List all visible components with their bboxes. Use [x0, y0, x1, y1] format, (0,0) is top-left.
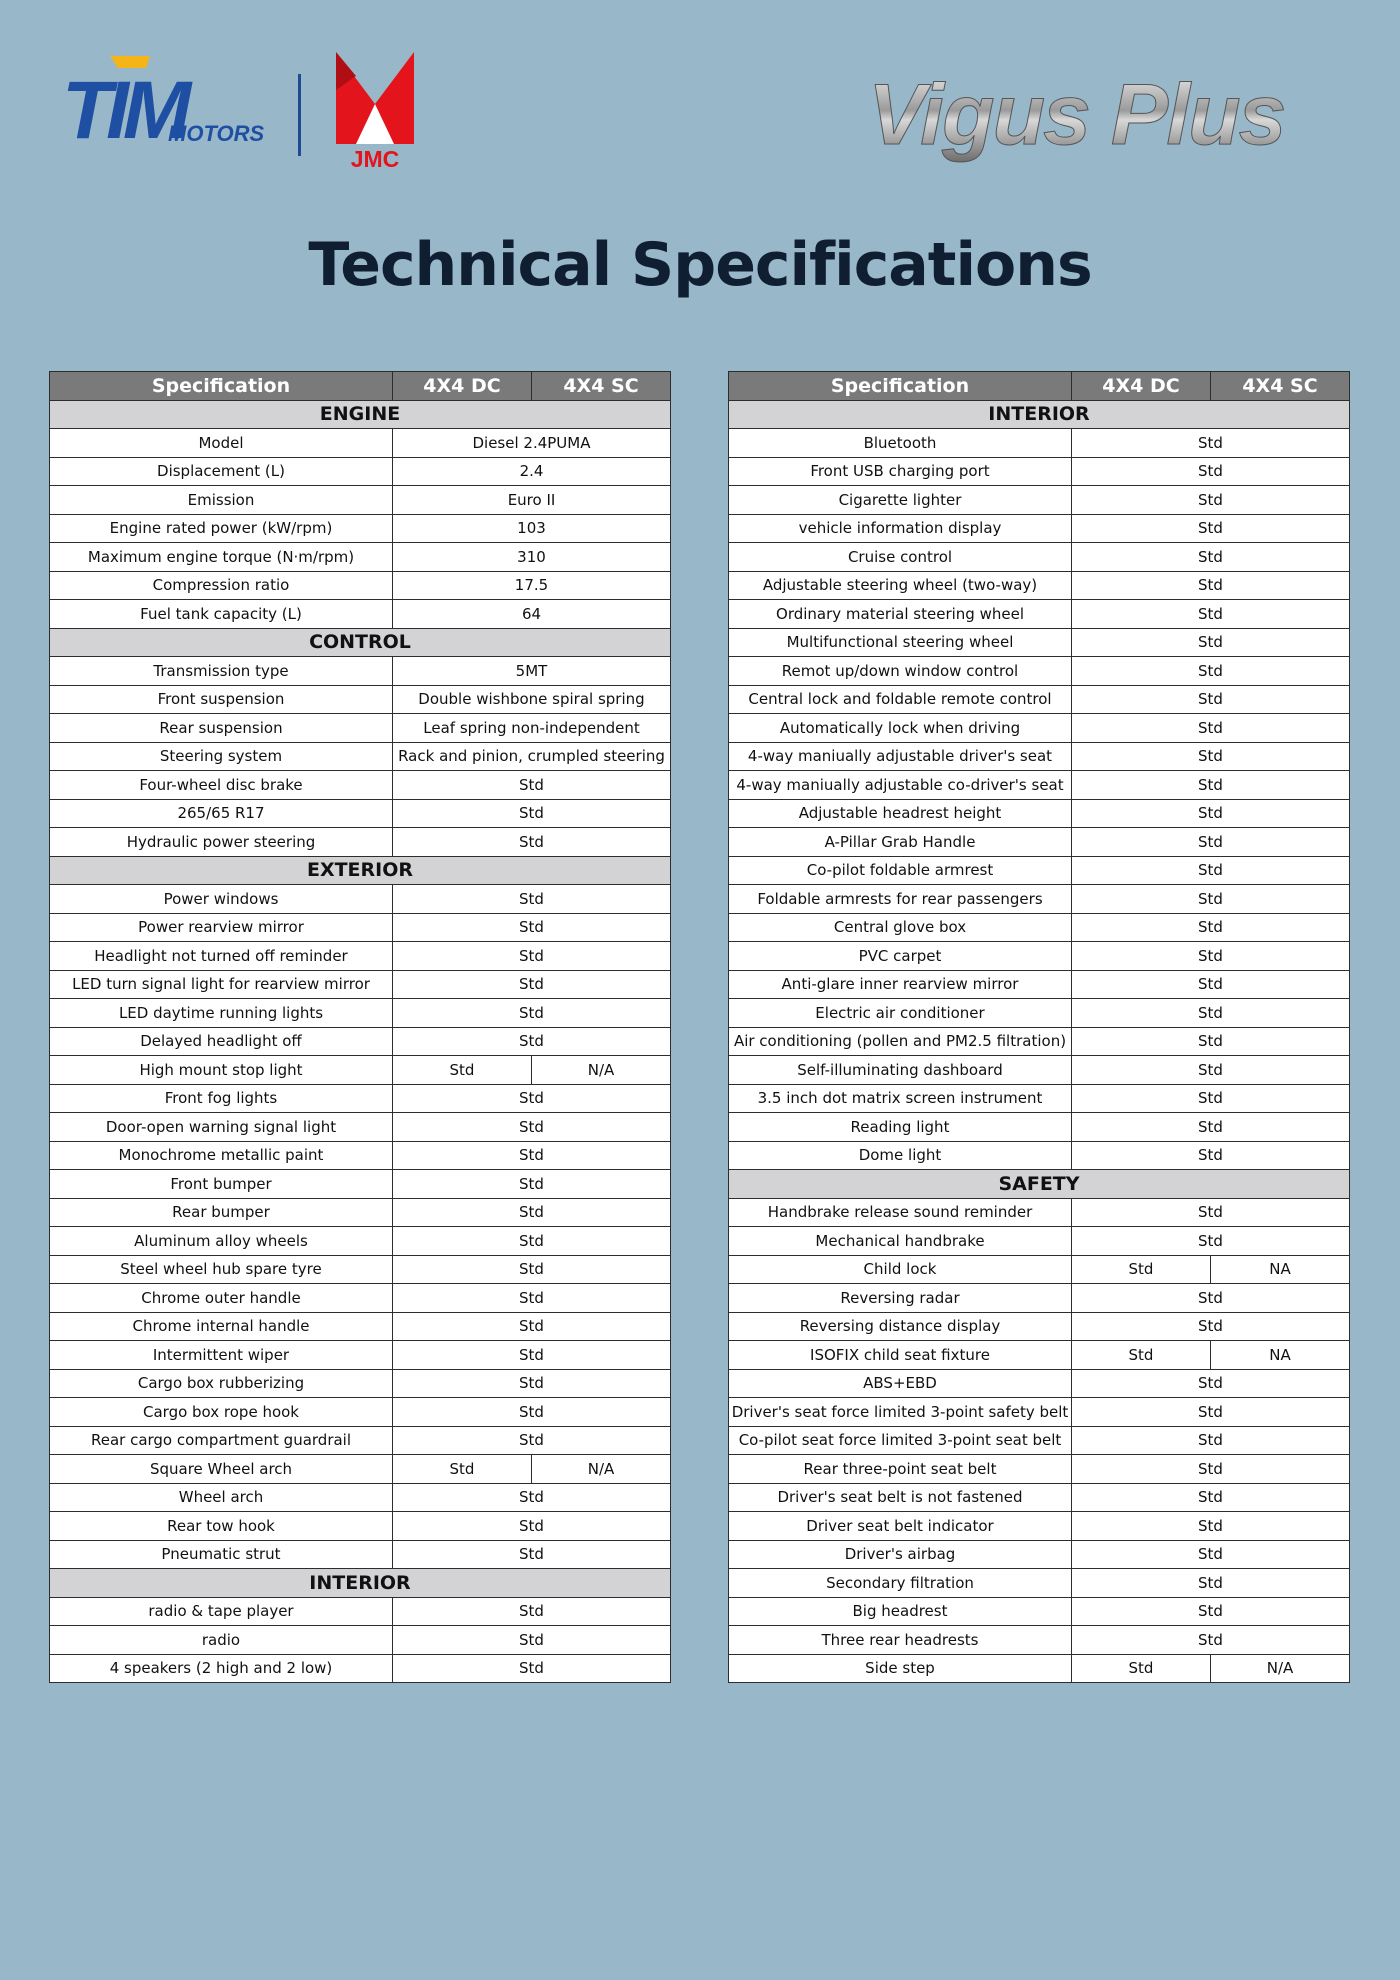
spec-name-cell: Child lock: [729, 1255, 1072, 1284]
spec-table-right-body: [729, 400, 1350, 1683]
spec-name-cell: Chrome internal handle: [50, 1312, 393, 1341]
spec-value-cell: Std: [393, 1170, 671, 1199]
section-header-row: [50, 856, 671, 885]
spec-name-cell: Steel wheel hub spare tyre: [50, 1255, 393, 1284]
table-row: [729, 457, 1350, 486]
table-row: [50, 942, 671, 971]
spec-value-cell: Std: [1072, 828, 1350, 857]
table-row: [50, 1455, 671, 1484]
spec-value-cell: Std: [1072, 657, 1350, 686]
spec-name-cell: 4-way maniually adjustable co-driver's seat: [729, 771, 1072, 800]
spec-value-cell: Std: [393, 970, 671, 999]
section-header-row: [50, 1569, 671, 1598]
spec-name-cell: Cigarette lighter: [729, 486, 1072, 515]
spec-value-cell: Std: [1072, 685, 1350, 714]
table-row: [729, 999, 1350, 1028]
spec-value-cell: Std: [1072, 514, 1350, 543]
table-row: [50, 1512, 671, 1541]
spec-value-cell: Std: [1072, 714, 1350, 743]
spec-sc-cell: NA: [1211, 1255, 1350, 1284]
spec-value-cell: Std: [1072, 1141, 1350, 1170]
spec-value-cell: Std: [393, 1027, 671, 1056]
spec-name-cell: Engine rated power (kW/rpm): [50, 514, 393, 543]
table-row: [729, 1483, 1350, 1512]
spec-name-cell: Intermittent wiper: [50, 1341, 393, 1370]
table-row: [729, 856, 1350, 885]
spec-name-cell: radio & tape player: [50, 1597, 393, 1626]
spec-name-cell: PVC carpet: [729, 942, 1072, 971]
table-row: [729, 1312, 1350, 1341]
spec-value-cell: Std: [1072, 942, 1350, 971]
spec-value-cell: Leaf spring non-independent: [393, 714, 671, 743]
spec-name-cell: Side step: [729, 1654, 1072, 1683]
table-row: [729, 543, 1350, 572]
table-row: [729, 1569, 1350, 1598]
spec-name-cell: Cargo box rope hook: [50, 1398, 393, 1427]
spec-value-cell: Std: [393, 828, 671, 857]
spec-value-cell: Std: [1072, 856, 1350, 885]
table-row: [729, 1141, 1350, 1170]
section-header-row: [50, 628, 671, 657]
spec-name-cell: Ordinary material steering wheel: [729, 600, 1072, 629]
section-title: EXTERIOR: [50, 856, 671, 885]
spec-value-cell: Std: [1072, 628, 1350, 657]
spec-value-cell: Std: [1072, 799, 1350, 828]
spec-name-cell: Big headrest: [729, 1597, 1072, 1626]
spec-name-cell: Steering system: [50, 742, 393, 771]
spec-value-cell: Std: [393, 1084, 671, 1113]
spec-value-cell: Std: [1072, 1084, 1350, 1113]
table-row: [729, 685, 1350, 714]
spec-name-cell: Central glove box: [729, 913, 1072, 942]
spec-name-cell: Monochrome metallic paint: [50, 1141, 393, 1170]
table-row: [729, 1027, 1350, 1056]
section-title: ENGINE: [50, 400, 671, 429]
motors-logo-text: MOTORS: [168, 121, 265, 146]
spec-name-cell: Reversing distance display: [729, 1312, 1072, 1341]
header-4x4-sc: 4X4 SC: [1211, 372, 1350, 401]
table-header-row: [50, 372, 671, 401]
spec-value-cell: Std: [393, 1113, 671, 1142]
spec-value-cell: Std: [393, 1284, 671, 1313]
table-row: [729, 942, 1350, 971]
spec-value-cell: Std: [393, 1312, 671, 1341]
section-title: CONTROL: [50, 628, 671, 657]
spec-name-cell: Transmission type: [50, 657, 393, 686]
table-row: [50, 1056, 671, 1085]
table-row: [729, 970, 1350, 999]
table-row: [50, 828, 671, 857]
section-header-row: [729, 400, 1350, 429]
spec-value-cell: Std: [393, 1540, 671, 1569]
table-row: [50, 1170, 671, 1199]
spec-name-cell: Driver's seat belt is not fastened: [729, 1483, 1072, 1512]
table-row: [50, 429, 671, 458]
table-row: [729, 1084, 1350, 1113]
spec-sc-cell: NA: [1211, 1341, 1350, 1370]
spec-name-cell: Central lock and foldable remote control: [729, 685, 1072, 714]
spec-dc-cell: Std: [393, 1455, 532, 1484]
table-row: [729, 913, 1350, 942]
spec-value-cell: Std: [1072, 429, 1350, 458]
spec-name-cell: Model: [50, 429, 393, 458]
spec-name-cell: Cruise control: [729, 543, 1072, 572]
spec-name-cell: Reversing radar: [729, 1284, 1072, 1313]
spec-value-cell: Std: [393, 1198, 671, 1227]
spec-name-cell: Three rear headrests: [729, 1626, 1072, 1655]
spec-value-cell: Std: [1072, 1626, 1350, 1655]
spec-name-cell: Remot up/down window control: [729, 657, 1072, 686]
table-row: [50, 486, 671, 515]
spec-value-cell: Std: [1072, 1056, 1350, 1085]
spec-value-cell: Std: [1072, 1369, 1350, 1398]
spec-value-cell: Std: [393, 1227, 671, 1256]
spec-name-cell: Emission: [50, 486, 393, 515]
table-row: [729, 799, 1350, 828]
table-row: [729, 657, 1350, 686]
table-row: [50, 1369, 671, 1398]
table-row: [729, 1426, 1350, 1455]
spec-table-left: [49, 371, 671, 1683]
spec-value-cell: Std: [1072, 1312, 1350, 1341]
spec-name-cell: LED turn signal light for rearview mirror: [50, 970, 393, 999]
spec-value-cell: Std: [1072, 1113, 1350, 1142]
spec-sc-cell: N/A: [532, 1056, 671, 1085]
table-row: [50, 714, 671, 743]
spec-value-cell: Std: [1072, 571, 1350, 600]
spec-value-cell: Std: [393, 1141, 671, 1170]
table-row: [50, 543, 671, 572]
table-row: [729, 628, 1350, 657]
table-row: [50, 1255, 671, 1284]
spec-value-cell: Diesel 2.4PUMA: [393, 429, 671, 458]
spec-value-cell: Std: [1072, 1027, 1350, 1056]
table-row: [50, 970, 671, 999]
spec-name-cell: Secondary filtration: [729, 1569, 1072, 1598]
table-row: [50, 913, 671, 942]
table-row: [729, 1540, 1350, 1569]
spec-name-cell: Aluminum alloy wheels: [50, 1227, 393, 1256]
spec-value-cell: Std: [393, 1426, 671, 1455]
table-row: [729, 1597, 1350, 1626]
table-row: [729, 600, 1350, 629]
table-row: [50, 657, 671, 686]
table-row: [50, 1341, 671, 1370]
spec-name-cell: LED daytime running lights: [50, 999, 393, 1028]
spec-value-cell: Std: [393, 1512, 671, 1541]
spec-name-cell: Square Wheel arch: [50, 1455, 393, 1484]
table-row: [729, 1284, 1350, 1313]
spec-value-cell: Std: [393, 799, 671, 828]
page-title: Technical Specifications: [308, 230, 1092, 300]
spec-name-cell: Rear tow hook: [50, 1512, 393, 1541]
table-row: [50, 742, 671, 771]
table-row: [50, 685, 671, 714]
spec-name-cell: 4 speakers (2 high and 2 low): [50, 1654, 393, 1683]
spec-value-cell: Std: [393, 1654, 671, 1683]
table-row: [729, 742, 1350, 771]
table-row: [50, 600, 671, 629]
table-row: [729, 1654, 1350, 1683]
table-row: [50, 457, 671, 486]
section-title: INTERIOR: [729, 400, 1350, 429]
table-row: [50, 514, 671, 543]
spec-value-cell: 64: [393, 600, 671, 629]
logo-divider: [298, 74, 301, 156]
spec-value-cell: Std: [393, 1255, 671, 1284]
spec-name-cell: Co-pilot seat force limited 3-point seat belt: [729, 1426, 1072, 1455]
spec-value-cell: Std: [1072, 1597, 1350, 1626]
spec-name-cell: Mechanical handbrake: [729, 1227, 1072, 1256]
table-row: [729, 514, 1350, 543]
spec-name-cell: Multifunctional steering wheel: [729, 628, 1072, 657]
spec-value-cell: Std: [1072, 457, 1350, 486]
spec-value-cell: Std: [1072, 771, 1350, 800]
spec-value-cell: Std: [393, 1626, 671, 1655]
header-4x4-sc: 4X4 SC: [532, 372, 671, 401]
table-row: [50, 771, 671, 800]
spec-value-cell: Std: [1072, 1227, 1350, 1256]
table-row: [729, 1255, 1350, 1284]
spec-value-cell: Std: [1072, 1540, 1350, 1569]
spec-value-cell: Std: [393, 942, 671, 971]
spec-value-cell: Std: [393, 771, 671, 800]
spec-name-cell: High mount stop light: [50, 1056, 393, 1085]
spec-value-cell: Std: [1072, 885, 1350, 914]
jmc-logo-text: JMC: [350, 146, 400, 172]
spec-value-cell: 2.4: [393, 457, 671, 486]
spec-value-cell: 310: [393, 543, 671, 572]
spec-name-cell: Rear suspension: [50, 714, 393, 743]
spec-name-cell: Dome light: [729, 1141, 1072, 1170]
spec-value-cell: Std: [393, 885, 671, 914]
spec-table-left-body: [50, 400, 671, 1683]
spec-name-cell: Maximum engine torque (N·m/rpm): [50, 543, 393, 572]
table-row: [50, 799, 671, 828]
model-name: Vigus Plus: [868, 67, 1285, 163]
table-row: [50, 1113, 671, 1142]
spec-value-cell: Std: [393, 913, 671, 942]
spec-name-cell: Wheel arch: [50, 1483, 393, 1512]
spec-name-cell: Bluetooth: [729, 429, 1072, 458]
section-header-row: [729, 1170, 1350, 1199]
spec-value-cell: 17.5: [393, 571, 671, 600]
table-row: [729, 771, 1350, 800]
spec-name-cell: Rear three-point seat belt: [729, 1455, 1072, 1484]
spec-value-cell: Std: [1072, 1512, 1350, 1541]
spec-value-cell: 5MT: [393, 657, 671, 686]
spec-name-cell: Rear cargo compartment guardrail: [50, 1426, 393, 1455]
table-row: [729, 1398, 1350, 1427]
section-title: INTERIOR: [50, 1569, 671, 1598]
spec-name-cell: Adjustable steering wheel (two-way): [729, 571, 1072, 600]
table-row: [50, 999, 671, 1028]
spec-name-cell: Driver's seat force limited 3-point safety belt: [729, 1398, 1072, 1427]
spec-name-cell: Hydraulic power steering: [50, 828, 393, 857]
table-header-row: [729, 372, 1350, 401]
spec-name-cell: Co-pilot foldable armrest: [729, 856, 1072, 885]
spec-value-cell: Euro II: [393, 486, 671, 515]
header-specification: Specification: [50, 372, 393, 401]
spec-value-cell: Std: [393, 1398, 671, 1427]
spec-name-cell: Front fog lights: [50, 1084, 393, 1113]
spec-name-cell: Anti-glare inner rearview mirror: [729, 970, 1072, 999]
spec-sc-cell: N/A: [532, 1455, 671, 1484]
section-header-row: [50, 400, 671, 429]
spec-name-cell: A-Pillar Grab Handle: [729, 828, 1072, 857]
table-row: [50, 1284, 671, 1313]
spec-name-cell: Driver's airbag: [729, 1540, 1072, 1569]
spec-name-cell: Reading light: [729, 1113, 1072, 1142]
tim-logo-letters: TIM: [62, 65, 186, 156]
tim-motors-logo: [50, 48, 290, 173]
table-row: [729, 429, 1350, 458]
spec-value-cell: Std: [1072, 1483, 1350, 1512]
table-row: [729, 1455, 1350, 1484]
table-row: [729, 828, 1350, 857]
spec-value-cell: Std: [1072, 1198, 1350, 1227]
spec-name-cell: Front bumper: [50, 1170, 393, 1199]
spec-name-cell: ABS+EBD: [729, 1369, 1072, 1398]
spec-value-cell: Std: [1072, 1426, 1350, 1455]
spec-name-cell: Foldable armrests for rear passengers: [729, 885, 1072, 914]
table-row: [50, 1227, 671, 1256]
spec-value-cell: Std: [1072, 742, 1350, 771]
spec-value-cell: Std: [1072, 913, 1350, 942]
spec-value-cell: Rack and pinion, crumpled steering: [393, 742, 671, 771]
spec-dc-cell: Std: [1072, 1654, 1211, 1683]
spec-dc-cell: Std: [1072, 1255, 1211, 1284]
spec-name-cell: Driver seat belt indicator: [729, 1512, 1072, 1541]
spec-name-cell: Power windows: [50, 885, 393, 914]
header-specification: Specification: [729, 372, 1072, 401]
table-row: [50, 1027, 671, 1056]
table-row: [50, 885, 671, 914]
table-row: [50, 1198, 671, 1227]
spec-name-cell: Compression ratio: [50, 571, 393, 600]
spec-name-cell: 4-way maniually adjustable driver's seat: [729, 742, 1072, 771]
spec-name-cell: Automatically lock when driving: [729, 714, 1072, 743]
table-row: [729, 1198, 1350, 1227]
spec-name-cell: Four-wheel disc brake: [50, 771, 393, 800]
spec-name-cell: Door-open warning signal light: [50, 1113, 393, 1142]
table-row: [50, 1597, 671, 1626]
table-row: [729, 486, 1350, 515]
spec-value-cell: Std: [393, 1341, 671, 1370]
spec-name-cell: Power rearview mirror: [50, 913, 393, 942]
table-row: [50, 1426, 671, 1455]
table-row: [50, 1483, 671, 1512]
spec-name-cell: vehicle information display: [729, 514, 1072, 543]
spec-value-cell: Std: [393, 1483, 671, 1512]
spec-value-cell: Std: [1072, 1398, 1350, 1427]
spec-name-cell: 265/65 R17: [50, 799, 393, 828]
spec-value-cell: Std: [1072, 970, 1350, 999]
spec-name-cell: Fuel tank capacity (L): [50, 600, 393, 629]
section-title: SAFETY: [729, 1170, 1350, 1199]
spec-name-cell: Air conditioning (pollen and PM2.5 filtration): [729, 1027, 1072, 1056]
table-row: [729, 1227, 1350, 1256]
spec-name-cell: 3.5 inch dot matrix screen instrument: [729, 1084, 1072, 1113]
spec-name-cell: Front USB charging port: [729, 457, 1072, 486]
spec-name-cell: Handbrake release sound reminder: [729, 1198, 1072, 1227]
table-row: [50, 1540, 671, 1569]
spec-name-cell: Adjustable headrest height: [729, 799, 1072, 828]
table-row: [729, 885, 1350, 914]
table-row: [729, 1056, 1350, 1085]
spec-name-cell: Delayed headlight off: [50, 1027, 393, 1056]
table-row: [50, 1084, 671, 1113]
spec-value-cell: Std: [1072, 486, 1350, 515]
spec-name-cell: Cargo box rubberizing: [50, 1369, 393, 1398]
spec-value-cell: Std: [1072, 1569, 1350, 1598]
table-row: [50, 1312, 671, 1341]
table-row: [729, 1113, 1350, 1142]
table-row: [729, 1512, 1350, 1541]
spec-name-cell: Self-illuminating dashboard: [729, 1056, 1072, 1085]
spec-value-cell: Std: [1072, 999, 1350, 1028]
spec-name-cell: ISOFIX child seat fixture: [729, 1341, 1072, 1370]
spec-name-cell: Electric air conditioner: [729, 999, 1072, 1028]
spec-name-cell: Rear bumper: [50, 1198, 393, 1227]
header-4x4-dc: 4X4 DC: [1072, 372, 1211, 401]
spec-dc-cell: Std: [393, 1056, 532, 1085]
spec-value-cell: Std: [1072, 1455, 1350, 1484]
vigus-plus-logo: [860, 62, 1360, 172]
table-row: [50, 571, 671, 600]
header-4x4-dc: 4X4 DC: [393, 372, 532, 401]
table-row: [50, 1141, 671, 1170]
spec-value-cell: Std: [393, 999, 671, 1028]
spec-name-cell: Headlight not turned off reminder: [50, 942, 393, 971]
spec-value-cell: Std: [1072, 600, 1350, 629]
header: [0, 0, 1400, 200]
spec-value-cell: 103: [393, 514, 671, 543]
spec-value-cell: Std: [1072, 543, 1350, 572]
spec-value-cell: Double wishbone spiral spring: [393, 685, 671, 714]
table-row: [50, 1654, 671, 1683]
spec-value-cell: Std: [393, 1369, 671, 1398]
spec-name-cell: Chrome outer handle: [50, 1284, 393, 1313]
table-row: [729, 1341, 1350, 1370]
table-row: [729, 1626, 1350, 1655]
spec-name-cell: Front suspension: [50, 685, 393, 714]
spec-dc-cell: Std: [1072, 1341, 1211, 1370]
spec-name-cell: Pneumatic strut: [50, 1540, 393, 1569]
table-row: [50, 1626, 671, 1655]
table-row: [729, 714, 1350, 743]
spec-name-cell: radio: [50, 1626, 393, 1655]
spec-table-right: [728, 371, 1350, 1683]
spec-sc-cell: N/A: [1211, 1654, 1350, 1683]
table-row: [729, 571, 1350, 600]
spec-value-cell: Std: [393, 1597, 671, 1626]
spec-value-cell: Std: [1072, 1284, 1350, 1313]
table-row: [729, 1369, 1350, 1398]
spec-name-cell: Displacement (L): [50, 457, 393, 486]
table-row: [50, 1398, 671, 1427]
